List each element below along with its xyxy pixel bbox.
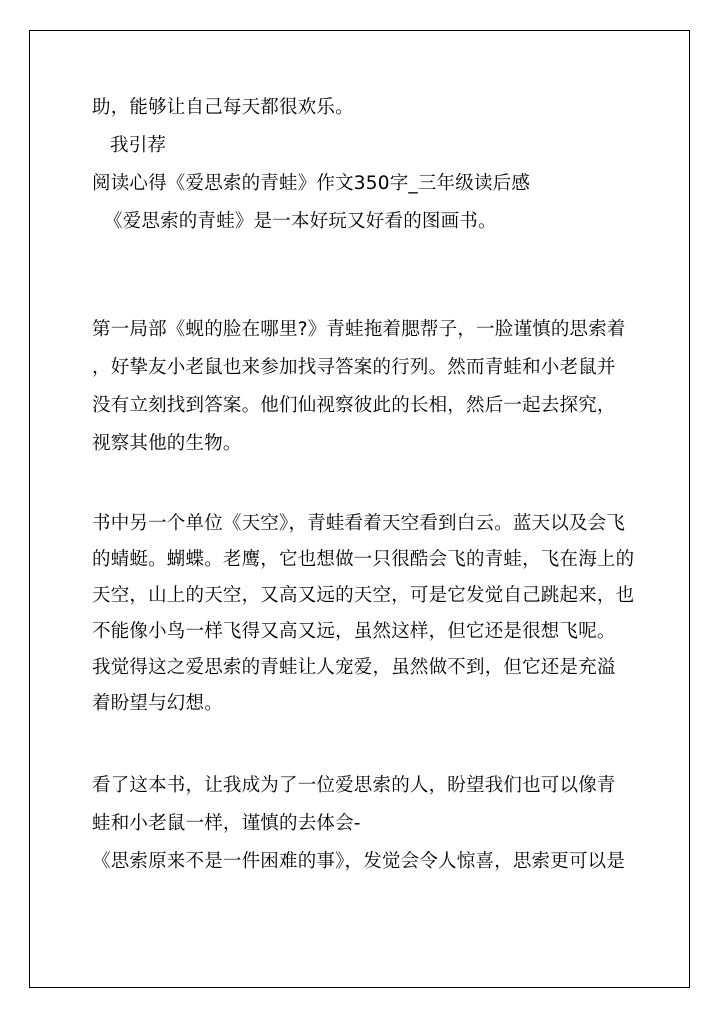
text-line: 蛙和小老鼠一样，谨慎的去体会- [92,813,361,834]
text-line: 《思索原来不是一件困难的事》，发觉会令人惊喜，思索更可以是 [92,851,626,872]
text-line: 阅读心得《爱思索的青蛙》作文350字_三年级读后感 [92,173,531,194]
text-line: 不能像小鸟一样飞得又高又远，虽然这样，但它还是很想飞呢。 [92,621,616,642]
text-line: ，好挚友小老鼠也来参加找寻答案的行列。然而青蛙和小老鼠并 [92,357,616,378]
text-line: 书中另一个单位《天空》，青蛙看着天空看到白云。蓝天以及会飞 [92,513,626,534]
text-line: 着盼望与幻想。 [92,693,223,714]
text-line: 没有立刻找到答案。他们仙视察彼此的长相，然后一起去探究， [92,395,616,416]
text-line: 视察其他的生物。 [92,433,242,454]
text-line: 天空，山上的天空，又高又远的天空，可是它发觉自己跳起来，也 [92,585,635,606]
text-line: 第一局部《蚬的脸在哪里?》青蛙拖着腮帮子，一脸谨慎的思索着 [92,319,626,340]
text-line: 助，能够让自己每天都很欢乐。 [92,97,354,118]
text-line: 我觉得这之爱思索的青蛙让人宠爱，虽然做不到，但它还是充溢 [92,657,616,678]
text-line: 《爱思索的青蛙》是一本好玩又好看的图画书。 [104,211,497,232]
text-line: 我引荐 [110,135,167,156]
text-line: 的蜻蜓。蝴蝶。老鹰，它也想做一只很酷会飞的青蛙，飞在海上的 [92,549,635,570]
text-line: 看了这本书，让我成为了一位爱思索的人，盼望我们也可以像青 [92,775,616,796]
